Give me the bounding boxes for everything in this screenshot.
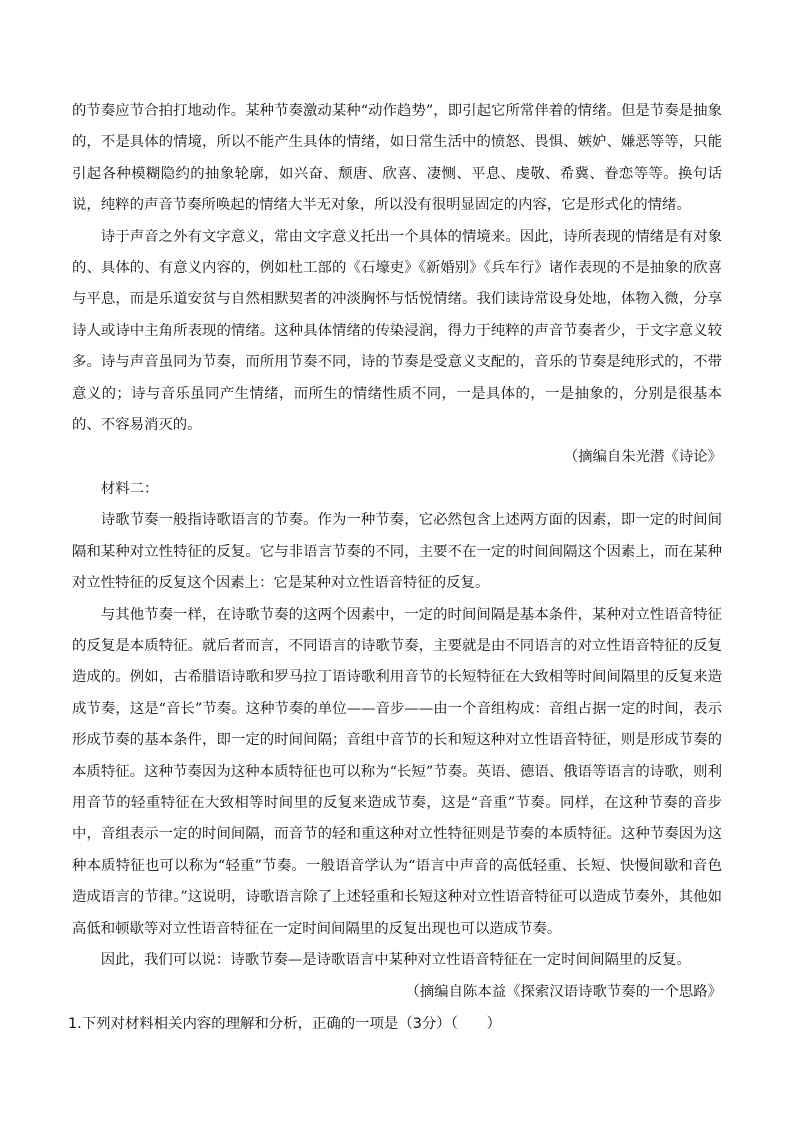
- material1-paragraph-2: 诗于声音之外有文字意义，常由文字意义托出一个具体的情境来。因此，诗所表现的情绪是有对象的、具体的、有意义内容的，例如杜工部的《石壕吏》《新婚别》《兵车行》诸作表现的不是抽象的欣喜与平息，而是乐道安贫与自然相默契者的冲淡胸怀与恬悦情绪。我们读诗常设身处地，体物入微，分享诗人或诗中主角所表现的情绪。这种具体情绪的传染浸润，得力于纯粹的声音节奏者少，于文字意义较多。诗与声音虽同为节奏，而所用节奏不同，诗的节奏是受意义支配的，音乐的节奏是纯形式的，不带意义的；诗与音乐虽同产生情绪，而所生的情绪性质不同，一是具体的，一是抽象的，分别是很基本的、不容易消灭的。: [72, 228, 722, 434]
- material1-source: （摘编自朱光潜《诗论》: [563, 449, 722, 466]
- question-1: 1.下列对材料相关内容的理解和分析，正确的一项是（3分）（ ）: [68, 1015, 502, 1032]
- material1-paragraph-1: 的节奏应节合拍打地动作。某种节奏激动某种“动作趋势”，即引起它所常伴着的情绪。但是节奏是抽象的，不是具体的情境，所以不能产生具体的情绪，如日常生活中的愤怒、畏惧、嫉妒、嫌恶等等，只能引起各种模糊隐约的抽象轮廓，如兴奋、颓唐、欣喜、凄恻、平息、虔敬、希冀、眷恋等等。换句话说，纯粹的声音节奏所唤起的情绪大半无对象，所以没有很明显固定的内容，它是形式化的情绪。: [72, 103, 722, 214]
- document-body: [68, 96, 722, 1040]
- material2-source: （摘编自陈本益《探索汉语诗歌节奏的一个思路》: [405, 984, 722, 1001]
- material2-paragraph-1: 诗歌节奏一般指诗歌语言的节奏。作为一种节奏，它必然包含上述两方面的因素，即一定的时间间隔和某种对立性特征的反复。它与非语言节奏的不同，主要不在一定的时间间隔这个因素上，而在某种对立性特征的反复这个因素上：它是某种对立性语音特征的反复。: [72, 512, 722, 592]
- material2-paragraph-2: 与其他节奏一样，在诗歌节奏的这两个因素中，一定的时间间隔是基本条件，某种对立性语音特征的反复是本质特征。就后者而言，不同语言的诗歌节奏，主要就是由不同语言的对立性语音特征的反复造成的。例如，古希腊语诗歌和罗马拉丁语诗歌利用音节的长短特征在大致相等时间间隔里的反复来造成节奏，这是“音长”节奏。这种节奏的单位——音步——由一个音组构成：音组占据一定的时间，表示形成节奏的基本条件，即一定的时间间隔；音组中音节的长和短这种对立性语音特征，则是形成节奏的本质特征。这种节奏因为这种本质特征也可以称为“长短”节奏。英语、德语、俄语等语言的诗歌，则利用音节的轻重特征在大致相等时间里的反复来造成节奏，这是“音重”节奏。同样，在这种节奏的音步中，音组表示一定的时间间隔，而音节的轻和重这种对立性特征则是节奏的本质特征。这种节奏因为这种本质特征也可以称为“轻重”节奏。一般语音学认为“语言中声音的高低轻重、长短、快慢间歇和音色造成语言的节律。”这说明，诗歌语言除了上述轻重和长短这种对立性语音特征可以造成节奏外，其他如高低和顿歇等对立性语音特征在一定时间间隔里的反复出现也可以造成节奏。: [72, 606, 722, 937]
- material2-paragraph-3: 因此，我们可以说：诗歌节奏—是诗歌语言中某种对立性语音特征在一定时间间隔里的反复。: [100, 951, 691, 968]
- material2-label: 材料二：: [100, 480, 159, 497]
